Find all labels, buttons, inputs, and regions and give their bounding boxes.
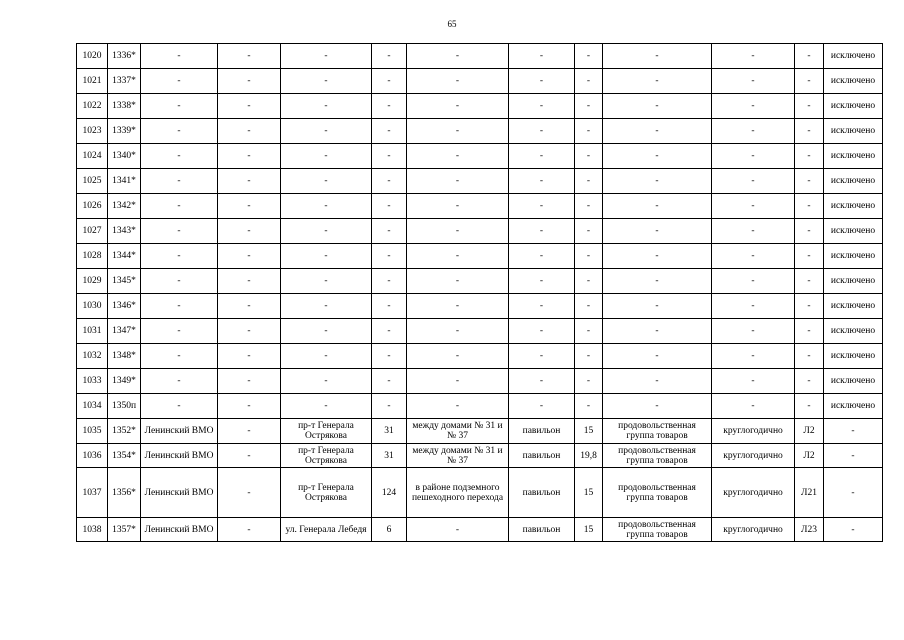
cell-street: - [281, 219, 372, 244]
cell-specialization: - [603, 244, 712, 269]
cell-scheme-sheet: - [795, 319, 824, 344]
table-row [77, 468, 883, 518]
cell-municipality: - [218, 144, 281, 169]
cell-district: - [141, 169, 218, 194]
cell-period: - [712, 394, 795, 419]
cell-scheme-sheet: - [795, 94, 824, 119]
cell-scheme-sheet: - [795, 344, 824, 369]
cell-street: - [281, 119, 372, 144]
cell-area: - [575, 269, 603, 294]
cell-specialization: - [603, 394, 712, 419]
cell-area: - [575, 244, 603, 269]
cell-object-number: 1347* [108, 319, 141, 344]
cell-period: - [712, 94, 795, 119]
cell-status: исключено [824, 44, 883, 69]
cell-object-type: - [509, 394, 575, 419]
cell-municipality: - [218, 94, 281, 119]
cell-district: - [141, 94, 218, 119]
cell-status: исключено [824, 269, 883, 294]
cell-scheme-sheet: - [795, 144, 824, 169]
cell-location: в районе подземного пешеходного перехода [407, 468, 509, 518]
cell-scheme-sheet: - [795, 194, 824, 219]
cell-street: пр-т Генерала Острякова [281, 468, 372, 518]
cell-scheme-sheet: Л2 [795, 419, 824, 444]
cell-specialization: - [603, 219, 712, 244]
cell-location: - [407, 144, 509, 169]
cell-street: пр-т Генерала Острякова [281, 419, 372, 444]
cell-area: 19,8 [575, 444, 603, 468]
cell-object-type: павильон [509, 468, 575, 518]
cell-object-number: 1345* [108, 269, 141, 294]
cell-period: - [712, 344, 795, 369]
cell-object-type: павильон [509, 444, 575, 468]
cell-object-type: - [509, 94, 575, 119]
cell-row-number: 1032 [77, 344, 108, 369]
cell-scheme-sheet: Л21 [795, 468, 824, 518]
cell-municipality: - [218, 294, 281, 319]
cell-scheme-sheet: - [795, 119, 824, 144]
cell-object-number: 1344* [108, 244, 141, 269]
cell-specialization: продовольственная группа товаров [603, 518, 712, 542]
cell-period: - [712, 319, 795, 344]
cell-object-number: 1346* [108, 294, 141, 319]
cell-object-number: 1339* [108, 119, 141, 144]
cell-municipality: - [218, 44, 281, 69]
cell-municipality: - [218, 369, 281, 394]
cell-street: - [281, 394, 372, 419]
cell-specialization: - [603, 119, 712, 144]
cell-district: Ленинский ВМО [141, 444, 218, 468]
cell-area: - [575, 69, 603, 94]
cell-district: - [141, 194, 218, 219]
cell-status: - [824, 468, 883, 518]
cell-object-number: 1341* [108, 169, 141, 194]
cell-location: - [407, 269, 509, 294]
cell-object-type: - [509, 194, 575, 219]
cell-location: - [407, 344, 509, 369]
cell-street: - [281, 194, 372, 219]
cell-house-number: - [372, 119, 407, 144]
cell-status: исключено [824, 69, 883, 94]
cell-status: исключено [824, 169, 883, 194]
cell-scheme-sheet: - [795, 244, 824, 269]
table-row [77, 369, 883, 394]
cell-municipality: - [218, 244, 281, 269]
cell-object-type: - [509, 344, 575, 369]
table-row [77, 169, 883, 194]
cell-area: 15 [575, 419, 603, 444]
cell-status: исключено [824, 194, 883, 219]
cell-location: - [407, 194, 509, 219]
cell-street: - [281, 144, 372, 169]
cell-street: - [281, 44, 372, 69]
table-row [77, 344, 883, 369]
cell-row-number: 1037 [77, 468, 108, 518]
cell-object-type: - [509, 69, 575, 94]
cell-specialization: - [603, 69, 712, 94]
cell-status: исключено [824, 344, 883, 369]
cell-object-type: - [509, 44, 575, 69]
cell-period: - [712, 194, 795, 219]
cell-house-number: 31 [372, 419, 407, 444]
cell-object-number: 1350п [108, 394, 141, 419]
cell-row-number: 1029 [77, 269, 108, 294]
cell-period: - [712, 369, 795, 394]
cell-object-type: - [509, 169, 575, 194]
cell-location: - [407, 94, 509, 119]
cell-period: - [712, 44, 795, 69]
cell-specialization: - [603, 169, 712, 194]
page-number: 65 [447, 19, 457, 29]
cell-specialization: - [603, 294, 712, 319]
cell-house-number: - [372, 69, 407, 94]
cell-street: пр-т Генерала Острякова [281, 444, 372, 468]
table-row [77, 394, 883, 419]
cell-area: - [575, 169, 603, 194]
cell-object-number: 1356* [108, 468, 141, 518]
cell-municipality: - [218, 269, 281, 294]
cell-area: 15 [575, 468, 603, 518]
cell-period: - [712, 269, 795, 294]
cell-row-number: 1026 [77, 194, 108, 219]
cell-row-number: 1027 [77, 219, 108, 244]
cell-district: - [141, 244, 218, 269]
cell-specialization: - [603, 319, 712, 344]
cell-period: - [712, 219, 795, 244]
cell-area: - [575, 94, 603, 119]
cell-object-number: 1337* [108, 69, 141, 94]
cell-period: - [712, 119, 795, 144]
cell-district: - [141, 119, 218, 144]
cell-object-number: 1338* [108, 94, 141, 119]
cell-district: - [141, 344, 218, 369]
cell-scheme-sheet: - [795, 269, 824, 294]
cell-object-number: 1343* [108, 219, 141, 244]
cell-municipality: - [218, 169, 281, 194]
cell-municipality: - [218, 468, 281, 518]
cell-row-number: 1035 [77, 419, 108, 444]
cell-house-number: 124 [372, 468, 407, 518]
cell-specialization: - [603, 94, 712, 119]
cell-row-number: 1031 [77, 319, 108, 344]
cell-row-number: 1025 [77, 169, 108, 194]
cell-scheme-sheet: - [795, 369, 824, 394]
cell-area: - [575, 369, 603, 394]
cell-status: исключено [824, 119, 883, 144]
cell-municipality: - [218, 518, 281, 542]
table-row [77, 94, 883, 119]
cell-district: - [141, 269, 218, 294]
cell-district: - [141, 369, 218, 394]
cell-location: - [407, 319, 509, 344]
cell-period: круглогодично [712, 419, 795, 444]
cell-location: - [407, 394, 509, 419]
cell-location: - [407, 219, 509, 244]
cell-house-number: 31 [372, 444, 407, 468]
cell-scheme-sheet: - [795, 219, 824, 244]
cell-district: Ленинский ВМО [141, 419, 218, 444]
cell-period: - [712, 294, 795, 319]
cell-status: исключено [824, 144, 883, 169]
cell-district: - [141, 144, 218, 169]
cell-municipality: - [218, 319, 281, 344]
cell-specialization: продовольственная группа товаров [603, 419, 712, 444]
cell-object-type: - [509, 119, 575, 144]
cell-municipality: - [218, 219, 281, 244]
cell-object-number: 1342* [108, 194, 141, 219]
cell-period: - [712, 144, 795, 169]
cell-location: - [407, 169, 509, 194]
cell-location: - [407, 119, 509, 144]
cell-location: - [407, 69, 509, 94]
cell-district: - [141, 294, 218, 319]
cell-object-type: - [509, 369, 575, 394]
cell-area: - [575, 44, 603, 69]
cell-object-type: - [509, 144, 575, 169]
cell-district: Ленинский ВМО [141, 468, 218, 518]
cell-scheme-sheet: Л2 [795, 444, 824, 468]
cell-street: - [281, 269, 372, 294]
cell-house-number: - [372, 369, 407, 394]
trade-objects-table [76, 43, 883, 542]
cell-area: - [575, 119, 603, 144]
cell-status: исключено [824, 369, 883, 394]
cell-object-number: 1348* [108, 344, 141, 369]
cell-object-type: павильон [509, 419, 575, 444]
cell-house-number: - [372, 344, 407, 369]
cell-house-number: - [372, 269, 407, 294]
table-row [77, 419, 883, 444]
cell-house-number: - [372, 319, 407, 344]
cell-street: - [281, 94, 372, 119]
cell-row-number: 1023 [77, 119, 108, 144]
cell-house-number: - [372, 194, 407, 219]
cell-status: - [824, 419, 883, 444]
cell-area: - [575, 344, 603, 369]
cell-scheme-sheet: - [795, 394, 824, 419]
table-row [77, 69, 883, 94]
table-row [77, 44, 883, 69]
cell-row-number: 1020 [77, 44, 108, 69]
cell-status: исключено [824, 219, 883, 244]
cell-object-type: павильон [509, 518, 575, 542]
cell-municipality: - [218, 344, 281, 369]
table-row [77, 269, 883, 294]
cell-status: - [824, 518, 883, 542]
cell-specialization: - [603, 269, 712, 294]
table-row [77, 294, 883, 319]
cell-specialization: продовольственная группа товаров [603, 444, 712, 468]
cell-area: 15 [575, 518, 603, 542]
cell-street: ул. Генерала Лебедя [281, 518, 372, 542]
cell-street: - [281, 294, 372, 319]
cell-row-number: 1024 [77, 144, 108, 169]
table-row [77, 244, 883, 269]
cell-object-type: - [509, 244, 575, 269]
cell-object-type: - [509, 294, 575, 319]
cell-district: - [141, 394, 218, 419]
table-row [77, 194, 883, 219]
cell-municipality: - [218, 69, 281, 94]
cell-object-number: 1340* [108, 144, 141, 169]
cell-object-number: 1354* [108, 444, 141, 468]
cell-district: - [141, 219, 218, 244]
cell-period: - [712, 244, 795, 269]
cell-row-number: 1022 [77, 94, 108, 119]
table-row [77, 119, 883, 144]
cell-object-number: 1352* [108, 419, 141, 444]
cell-scheme-sheet: - [795, 294, 824, 319]
cell-house-number: - [372, 394, 407, 419]
cell-object-number: 1349* [108, 369, 141, 394]
cell-status: исключено [824, 394, 883, 419]
cell-house-number: - [372, 219, 407, 244]
cell-location: - [407, 44, 509, 69]
cell-specialization: - [603, 144, 712, 169]
cell-street: - [281, 369, 372, 394]
cell-row-number: 1030 [77, 294, 108, 319]
cell-area: - [575, 394, 603, 419]
cell-house-number: - [372, 94, 407, 119]
cell-location: между домами № 31 и № 37 [407, 419, 509, 444]
cell-status: исключено [824, 294, 883, 319]
cell-object-type: - [509, 269, 575, 294]
cell-scheme-sheet: - [795, 44, 824, 69]
cell-area: - [575, 194, 603, 219]
cell-status: исключено [824, 94, 883, 119]
cell-municipality: - [218, 419, 281, 444]
cell-specialization: - [603, 194, 712, 219]
cell-row-number: 1038 [77, 518, 108, 542]
cell-house-number: - [372, 244, 407, 269]
cell-specialization: - [603, 369, 712, 394]
cell-period: круглогодично [712, 444, 795, 468]
cell-object-type: - [509, 219, 575, 244]
cell-specialization: - [603, 344, 712, 369]
cell-area: - [575, 294, 603, 319]
cell-street: - [281, 319, 372, 344]
cell-municipality: - [218, 444, 281, 468]
table-row [77, 444, 883, 468]
cell-area: - [575, 144, 603, 169]
cell-street: - [281, 244, 372, 269]
cell-district: Ленинский ВМО [141, 518, 218, 542]
cell-specialization: продовольственная группа товаров [603, 468, 712, 518]
cell-house-number: - [372, 144, 407, 169]
cell-object-number: 1357* [108, 518, 141, 542]
cell-district: - [141, 44, 218, 69]
cell-row-number: 1033 [77, 369, 108, 394]
table-row [77, 144, 883, 169]
cell-status: исключено [824, 244, 883, 269]
cell-street: - [281, 69, 372, 94]
cell-municipality: - [218, 119, 281, 144]
table-row [77, 518, 883, 542]
cell-status: исключено [824, 319, 883, 344]
cell-status: - [824, 444, 883, 468]
cell-scheme-sheet: Л23 [795, 518, 824, 542]
table-row [77, 219, 883, 244]
cell-period: круглогодично [712, 518, 795, 542]
cell-municipality: - [218, 394, 281, 419]
cell-location: - [407, 244, 509, 269]
cell-specialization: - [603, 44, 712, 69]
cell-municipality: - [218, 194, 281, 219]
cell-house-number: 6 [372, 518, 407, 542]
cell-scheme-sheet: - [795, 169, 824, 194]
cell-period: - [712, 169, 795, 194]
cell-object-number: 1336* [108, 44, 141, 69]
cell-district: - [141, 319, 218, 344]
cell-house-number: - [372, 294, 407, 319]
cell-period: круглогодично [712, 468, 795, 518]
cell-street: - [281, 344, 372, 369]
cell-area: - [575, 319, 603, 344]
cell-street: - [281, 169, 372, 194]
cell-location: - [407, 369, 509, 394]
cell-location: - [407, 518, 509, 542]
table-row [77, 319, 883, 344]
cell-scheme-sheet: - [795, 69, 824, 94]
cell-house-number: - [372, 169, 407, 194]
cell-row-number: 1021 [77, 69, 108, 94]
cell-location: между домами № 31 и № 37 [407, 444, 509, 468]
cell-location: - [407, 294, 509, 319]
cell-district: - [141, 69, 218, 94]
cell-row-number: 1036 [77, 444, 108, 468]
cell-house-number: - [372, 44, 407, 69]
cell-row-number: 1028 [77, 244, 108, 269]
cell-period: - [712, 69, 795, 94]
cell-area: - [575, 219, 603, 244]
cell-object-type: - [509, 319, 575, 344]
cell-row-number: 1034 [77, 394, 108, 419]
